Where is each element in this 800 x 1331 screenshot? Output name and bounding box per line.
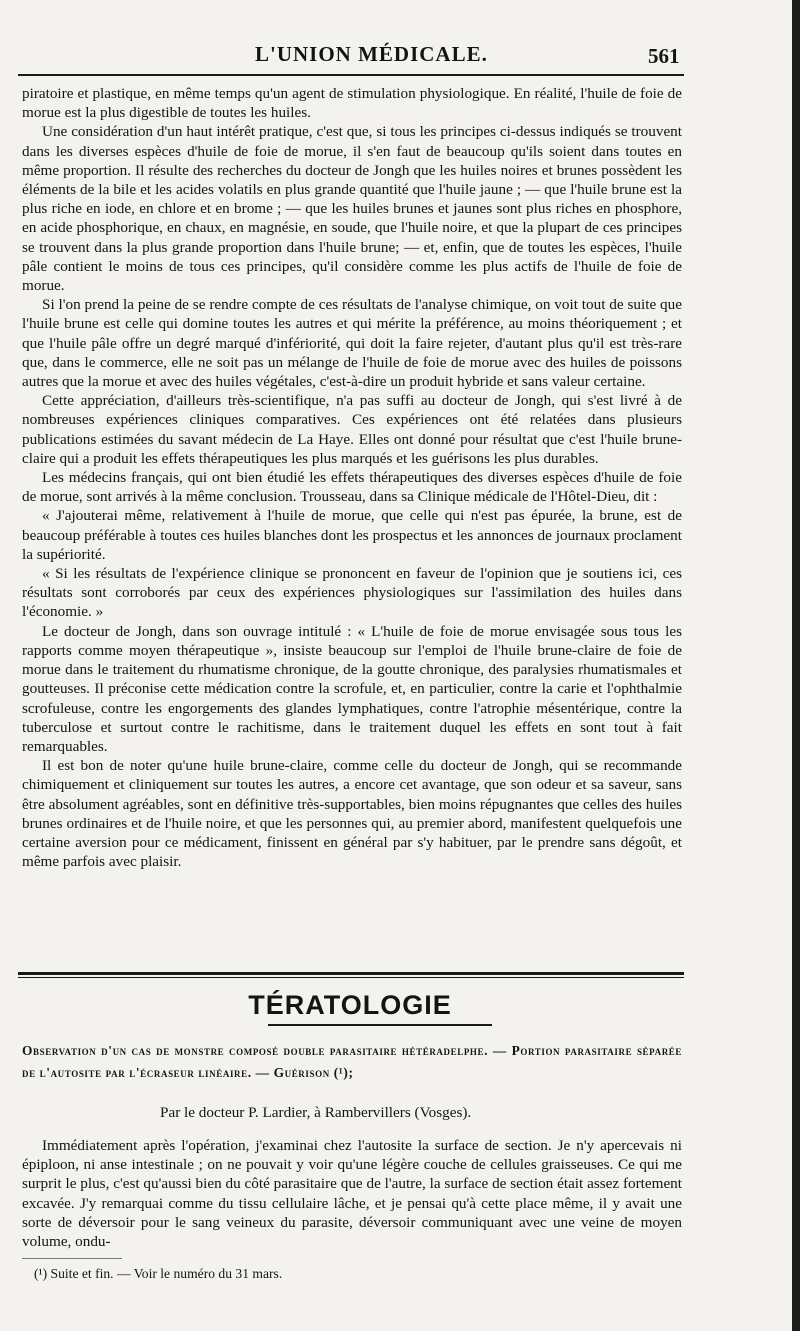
article-paragraph: Il est bon de noter qu'une huile brune-claire, comme celle du docteur de Jongh, qui se recommande chimiquement et cliniquement sur toutes les autres, a encore cet avantage, que son odeur et sa saveur, sans être absolument agréables, sont en définitive très-supportables, bien moins répugnantes que celles des huiles brunes ordinaires et de l'huile noire, et que les personnes qui, au premier abord, manifestent quelquefois une certaine aversion pour ce médicament, finissent en général par s'y habituer, par le prendre sans dégoût, et même parfois avec plaisir. xyxy=(22,757,682,871)
quote-paragraph: « J'ajouterai même, relativement à l'huile de morue, que celle qui n'est pas épurée, la brune, est de beaucoup préférable à toutes ces huiles blanches dont les prospectus et les annonces de journaux proclament la supériorité. xyxy=(22,507,682,563)
running-title: L'UNION MÉDICALE. xyxy=(255,42,488,66)
section-rule-thick xyxy=(18,972,684,975)
section-rule-thin xyxy=(18,977,684,978)
article-paragraph: piratoire et plastique, en même temps qu'un agent de stimulation physiologique. En réalité, l'huile de foie de morue est la plus digestible de toutes les huiles. xyxy=(22,85,682,122)
quote-paragraph: « Si les résultats de l'expérience clinique se prononcent en faveur de l'opinion que je soutiens ici, ces résultats sont corroborés par ceux des expériences physiologiques sur l'assimilation des huiles dans l'économie. » xyxy=(22,565,682,621)
article-body xyxy=(22,84,682,871)
observation-title: Observation d'un cas de monstre composé double parasitaire hétéradelphe. — Portion parasitaire séparée de l'autosite par l'écraseur linéaire. — Guérison (¹); xyxy=(22,1043,682,1080)
heading-underline xyxy=(268,1024,492,1026)
section-body xyxy=(22,1136,682,1251)
article-paragraph: Les médecins français, qui ont bien étudié les effets thérapeutiques des diverses espèces d'huile de foie de morue, sont arrivés à la même conclusion. Trousseau, dans sa Clinique médicale de l'Hôtel-Dieu, dit : xyxy=(22,469,682,506)
header-rule xyxy=(18,74,684,76)
scan-edge xyxy=(792,0,800,1331)
author-line: Par le docteur P. Lardier, à Rambervillers (Vosges). xyxy=(160,1104,472,1121)
section-paragraph: Immédiatement après l'opération, j'examinai chez l'autosite la surface de section. Je n'y apercevais ni épiploon, ni anse intestinale ; on ne pouvait y voir qu'une légère couche de cellules graisseuses. Ce qui me surprit le plus, c'est qu'aussi bien du côté parasitaire que de l'autre, la surface de section était assez fortement excavée. J'y remarquai comme du tissu cellulaire lâche, et je pensai qu'à cette place même, il y avait une sorte de déversoir pour le sang veineux du parasite, déversoir communiquant avec une veine de moyen volume, ondu- xyxy=(22,1137,682,1251)
article-paragraph: Le docteur de Jongh, dans son ouvrage intitulé : « L'huile de foie de morue envisagée sous tous les rapports comme moyen thérapeutique », insiste beaucoup sur l'emploi de l'huile brune-claire de foie de morue dans le traitement du rhumatisme chronique, de la goutte chronique, des paralysies rhumatismales et goutteuses. Il préconise cette médication contre la scrofule, et, en particulier, contre la carie et l'ophthalmie scrofuleuse, contre les engorgements des glandes lymphatiques, contre l'atrophie mésentérique, contre la tuberculose et surtout contre le rachitisme, dans le traitement duquel les effets en sont tout à fait remarquables. xyxy=(22,622,682,755)
footnote: (¹) Suite et fin. — Voir le numéro du 31 mars. xyxy=(34,1266,283,1281)
article-paragraph: Si l'on prend la peine de se rendre compte de ces résultats de l'analyse chimique, on voit tout de suite que l'huile brune est celle qui domine toutes les autres et qui mérite la préférence, au moins théoriquement ; et que l'huile pâle offre un degré marqué d'infériorité, qui doit la faire rejeter, d'autant plus qu'il est très-rare que, dans le commerce, elle ne soit pas un mélange de l'huile de foie de morue avec des huiles de poissons autres que la morue et avec des huiles végétales, c'est-à-dire un produit hybride et sans valeur certaine. xyxy=(22,296,682,391)
running-head xyxy=(0,38,800,70)
page-number: 561 xyxy=(648,44,680,68)
article-paragraph: Une considération d'un haut intérêt pratique, c'est que, si tous les principes ci-dessus indiqués se trouvent dans les diverses espèces d'huile de foie de morue, il s'en faut de beaucoup qu'ils soient dans toutes en même proportion. Il résulte des recherches du docteur de Jongh que les huiles noires et brunes possèdent les éléments de la bile et les acides volatils en plus grande quantité que l'huile jaune ; — que l'huile brune est la plus riche en iode, en chlore et en brome ; — que les huiles brunes et jaunes sont plus riches en phosphore, en acide phosphorique, en chaux, en magnésie, en soude, que l'huile noire, et que la plupart de ces principes se trouvent dans la plus grande proportion dans l'huile brune; — et, enfin, que de toutes les espèces, l'huile pâle contient le moins de tous ces principes, qu'il considère comme les plus actifs de l'huile de foie de morue. xyxy=(22,123,682,295)
article-paragraph: Cette appréciation, d'ailleurs très-scientifique, n'a pas suffi au docteur de Jongh, qui s'est livré à de nombreuses expériences cliniques comparatives. Ces expériences ont été relatées dans plusieurs publications estimées du savant médecin de La Haye. Elles ont donné pour résultat que c'est l'huile brune-claire qui a produit les effets thérapeutiques les plus marqués et les guérisons les plus durables. xyxy=(22,392,682,467)
section-heading: TÉRATOLOGIE xyxy=(248,990,452,1020)
footnote-rule xyxy=(22,1258,122,1259)
